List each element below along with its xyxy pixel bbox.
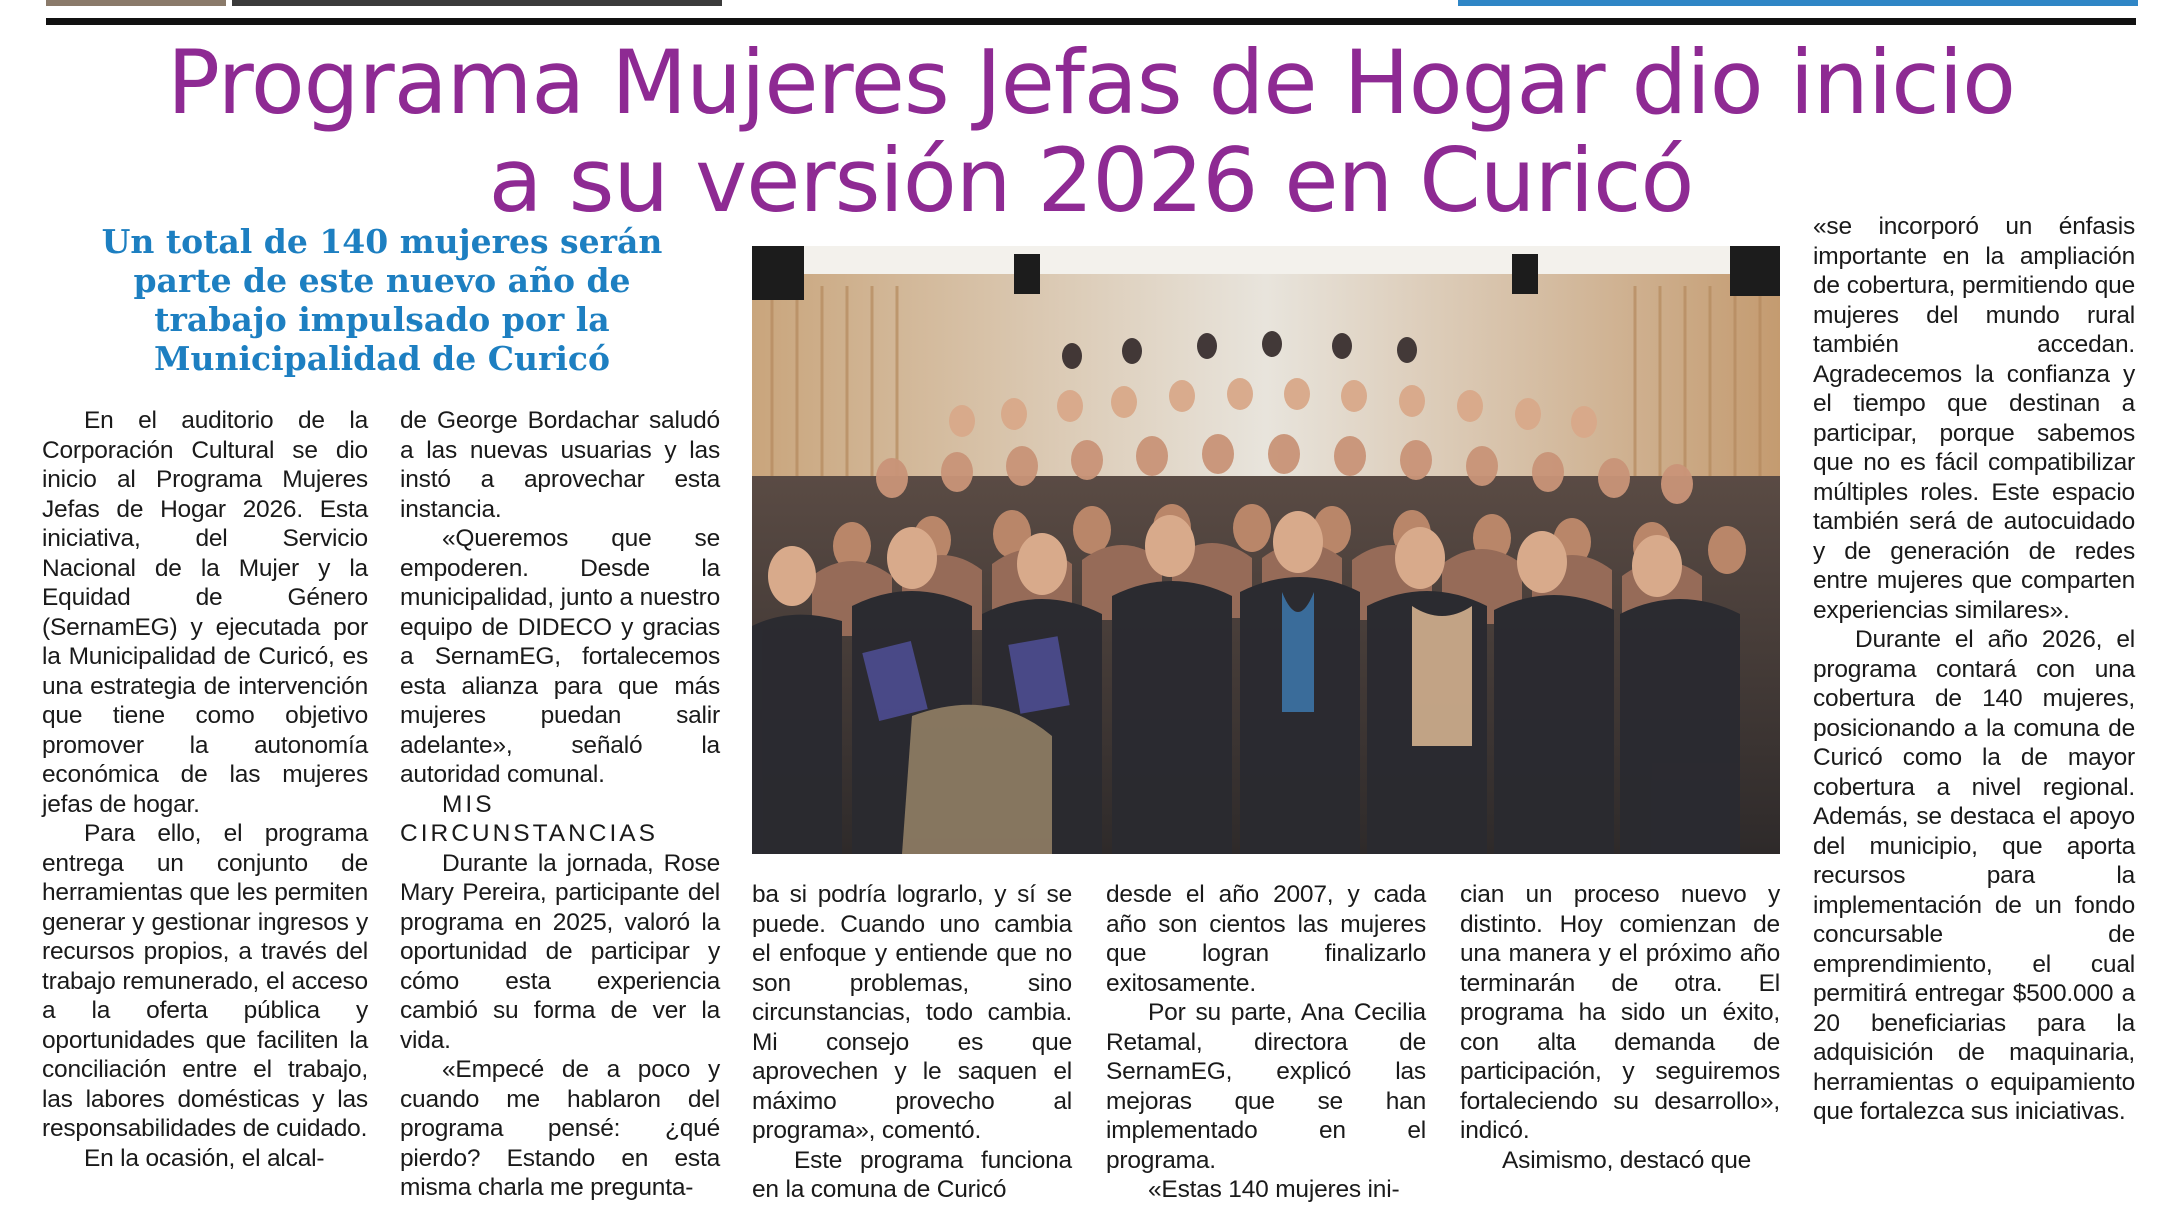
paragraph: cian un proceso nuevo y distinto. Hoy comienzan de una manera y el próximo año terminarán de otra. El programa ha sido un éxito, con alta demanda de participación, y seguiremos fortaleciendo su desarrollo», indicó. [1460,881,1780,1144]
paragraph: desde el año 2007, y cada año son cientos las mujeres que logran finalizarlo exitosamente. [1106,881,1426,997]
audience-photo-illustration [752,246,1780,854]
previous-page-image-edge [46,0,226,6]
subhead-line: Un total de 140 mujeres serán [101,222,663,261]
paragraph: Asimismo, destacó que [1502,1146,1752,1174]
top-rule [46,18,2136,25]
paragraph: «Estas 140 mujeres ini- [1148,1176,1400,1203]
speaker-icon [1014,254,1040,294]
subheadline [72,222,692,378]
paragraph: Durante la jornada, Rose Mary Pereira, participante del programa en 2025, valoró la oportunidad de participar y cómo esta experiencia cambió su forma de ver la vida. [400,849,720,1054]
paragraph: Durante el año 2026, el programa contará con una cobertura de 140 mujeres, posicionando a la comuna de Curicó como la de mayor cobertura a nivel regional. Además, se destaca el apoyo del municipio, que aporta recursos para la implementación de un fondo concursable de emprendimiento, el cual permitirá entregar $500.000 a 20 beneficiarias para la adquisición de maquinaria, herramientas o equipamiento que fortalezca sus iniciativas. [1813,626,2135,1125]
article-column-4 [1106,880,1426,1205]
paragraph: «Empecé de a poco y cuando me hablaron del programa pensé: ¿qué pierdo? Estando en esta misma charla me pregunta- [400,1056,720,1201]
paragraph: Este programa funciona en la comuna de Curicó [752,1146,1072,1203]
paragraph: «Queremos que se empoderen. Desde la municipalidad, junto a nuestro equipo de DIDECO y gracias a SernamEG, fortalecemos esta alianza para que más mujeres puedan salir adelante», señaló la autoridad comunal. [400,525,720,788]
paragraph: ba si podría lograrlo, y sí se puede. Cuando uno cambia el enfoque y entiende que no son problemas, sino circunstancias, todo cambia. Mi consejo es que aprovechen y le saquen el máximo provecho al programa», comentó. [752,881,1072,1144]
paragraph: Por su parte, Ana Cecilia Retamal, directora de SernamEG, explicó las mejoras que se han implementado en el programa. [1106,999,1426,1174]
paragraph: «se incorporó un énfasis importante en la ampliación de cobertura, permitiendo que mujeres del mundo rural también accedan. Agradecemos la confianza y el tiempo que destinan a participar, porque sabemos que no es fácil compatibilizar múltiples roles. Este espacio también será de autocuidado y de generación de redes entre mujeres que comparten experiencias similares». [1813,213,2135,624]
paragraph: En la ocasión, el alcal- [84,1144,325,1172]
paragraph: En el auditorio de la Corporación Cultural se dio inicio al Programa Mujeres Jefas de Hogar 2026. Esta iniciativa, del Servicio Nacional de la Mujer y la Equidad de Género (SernamEG) y ejecutada por la Municipalidad de Curicó, es una estrategia de intervención que tiene como objetivo promover la autonomía económica de las mujeres jefas de hogar. [42,407,368,818]
headline-line-1: Programa Mujeres Jefas de Hogar dio inicio [167,31,2015,134]
subhead-line: Municipalidad de Curicó [153,339,611,378]
previous-page-image-edge [1458,0,2138,6]
speaker-icon [1512,254,1538,294]
article-column-6 [1813,212,2135,1127]
subhead-line: parte de este nuevo año de [133,261,631,300]
headline [46,31,2136,232]
article-column-1 [42,406,368,1173]
paragraph: de George Bordachar saludó a las nuevas usuarias y las instó a aprovechar esta instancia. [400,407,720,523]
top-color-strip [0,0,2168,6]
paragraph: Para ello, el programa entrega un conjunto de herramientas que les permiten generar y gestionar ingresos y recursos propios, a través del trabajo remunerado, el acceso a la oferta pública y oportunidades que faciliten la conciliación entre el trabajo, las labores domésticas y las responsabilidades de cuidado. [42,820,368,1142]
previous-page-image-edge [232,0,722,6]
speaker-icon [1730,246,1780,296]
headline-line-2: a su versión 2026 en Curicó [488,129,1694,232]
speaker-icon [752,246,804,300]
article-column-2 [400,406,720,1203]
subhead-line: trabajo impulsado por la [154,300,610,339]
section-heading: MIS CIRCUNSTANCIAS [400,790,658,847]
group-photo [752,246,1780,854]
article-column-3 [752,880,1072,1205]
article-column-5 [1460,880,1780,1175]
